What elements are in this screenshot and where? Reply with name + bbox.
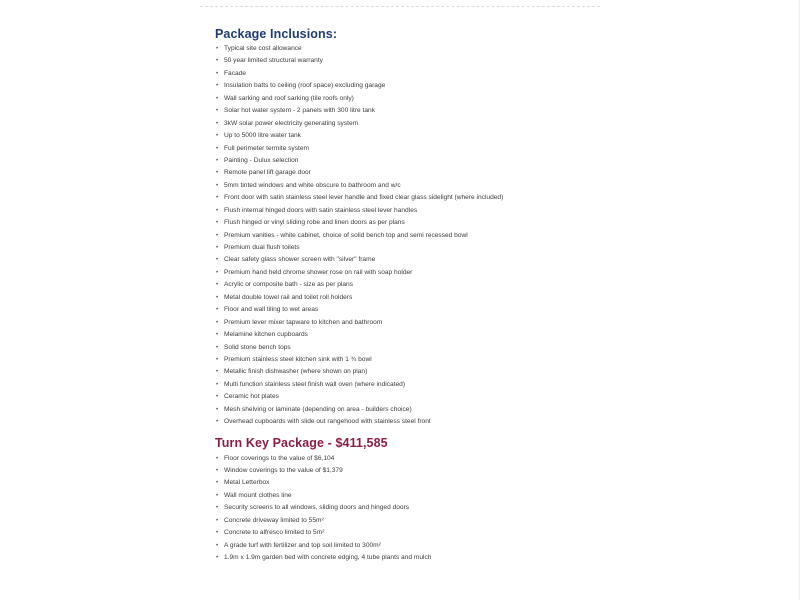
- list-item-text: Solar hot water system - 2 panels with 300 litre tank: [224, 107, 375, 115]
- list-item: [215, 192, 595, 204]
- list-item: [215, 342, 595, 354]
- list-item: [215, 93, 595, 105]
- bullet-icon: •: [216, 170, 219, 177]
- bullet-icon: •: [216, 257, 219, 264]
- bullet-icon: •: [216, 120, 219, 127]
- list-item: [215, 43, 595, 55]
- bullet-icon: •: [216, 406, 219, 413]
- list-item-text: 3kW solar power electricity generating system: [224, 119, 359, 127]
- list-item-text: Security screens to all windows, sliding doors and hinged doors: [224, 504, 410, 512]
- bullet-icon: •: [216, 232, 219, 239]
- list-item-text: Multi function stainless steel finish wall oven (where indicated): [224, 380, 406, 388]
- list-item-text: Wall mount clothes line: [224, 491, 292, 499]
- list-item: [215, 167, 595, 179]
- list-item: [215, 379, 595, 391]
- bullet-icon: •: [216, 468, 219, 474]
- bullet-icon: •: [216, 282, 219, 289]
- bullet-icon: •: [216, 480, 219, 487]
- bullet-icon: •: [216, 145, 219, 152]
- list-item: [215, 254, 595, 266]
- list-item: [215, 80, 595, 92]
- list-item: [215, 143, 595, 155]
- list-item-text: Premium dual flush toilets: [224, 244, 300, 251]
- list-item-text: Floor and wall tiling to wet areas: [224, 306, 319, 314]
- bullet-icon: •: [216, 419, 219, 426]
- brochure-page: [215, 27, 595, 565]
- list-item-text: Acrylic or composite bath - size as per plans: [224, 281, 353, 289]
- list-item: [215, 180, 595, 192]
- bullet-icon: •: [216, 530, 219, 537]
- list-item-text: Metal double towel rail and toilet roll holders: [224, 293, 353, 301]
- list-item-text: Front door with satin stainless steel lever handle and fixed clear glass sidelight (where included): [224, 194, 504, 202]
- list-item: [215, 391, 595, 403]
- list-item: [215, 552, 595, 564]
- list-item-text: Concrete to alfresco limited to 5m²: [224, 529, 325, 537]
- list-item-text: Metallic finish dishwasher (where shown on plan): [224, 368, 368, 376]
- list-item: [215, 465, 595, 477]
- list-item: [215, 292, 595, 304]
- list-item-text: Metal Letterbox: [224, 479, 270, 487]
- list-item-text: Up to 5000 litre water tank: [224, 132, 301, 140]
- list-item: [215, 155, 595, 167]
- bullet-icon: •: [216, 356, 219, 363]
- list-item: [215, 304, 595, 316]
- list-item-text: Premium stainless steel kitchen sink with 1 ¾ bowl: [224, 355, 372, 363]
- package-inclusions-list: [215, 43, 595, 429]
- list-item: [215, 404, 595, 416]
- list-item: [215, 515, 595, 527]
- top-edge-line: [200, 6, 600, 7]
- turn-key-package-heading: Turn Key Package - $411,585: [215, 435, 388, 450]
- bullet-icon: •: [216, 505, 219, 512]
- list-item: [215, 477, 595, 489]
- bullet-icon: •: [216, 542, 219, 549]
- bullet-icon: •: [216, 369, 219, 376]
- list-item-text: Premium lever mixer tapware to kitchen and bathroom: [224, 318, 383, 326]
- list-item-text: Facade: [224, 69, 246, 77]
- list-item-text: Painting - Dulux selection: [224, 156, 299, 164]
- bullet-icon: •: [216, 83, 219, 90]
- turn-key-package-list: [215, 453, 595, 565]
- bullet-icon: •: [216, 394, 219, 401]
- list-item-text: A grade turf with fertilizer and top soil limited to 300m²: [224, 541, 381, 549]
- bullet-icon: •: [216, 555, 219, 562]
- list-item-text: Floor coverings to the value of $6,104: [224, 454, 335, 462]
- list-item: [215, 540, 595, 552]
- list-item-text: Full perimeter termite system: [224, 144, 310, 152]
- bullet-icon: •: [216, 58, 219, 65]
- list-item-text: Premium hand held chrome shower rose on rail with soap holder: [224, 268, 413, 276]
- list-item: [215, 267, 595, 279]
- list-item-text: Overhead cupboards with slide out rangehood with stainless steel front: [224, 418, 431, 426]
- list-item: [215, 68, 595, 80]
- list-item: [215, 416, 595, 428]
- list-item: [215, 490, 595, 502]
- list-item-text: Concrete driveway limited to 55m²: [224, 516, 324, 524]
- list-item-text: Insulation batts to ceiling (roof space) excluding garage: [224, 82, 386, 90]
- bullet-icon: •: [216, 220, 219, 227]
- list-item-text: Flush hinged or vinyl sliding robe and linen doors as per plans: [224, 219, 405, 227]
- bullet-icon: •: [216, 492, 219, 499]
- bullet-icon: •: [216, 269, 219, 276]
- bullet-icon: •: [216, 332, 219, 339]
- list-item-text: Wall sarking and roof sarking (tile roofs only): [224, 94, 354, 102]
- list-item: [215, 279, 595, 291]
- list-item-text: Typical site cost allowance: [224, 45, 302, 52]
- list-item-text: Clear safety glass shower screen with "silver" frame: [224, 256, 376, 264]
- bullet-icon: •: [216, 294, 219, 301]
- bullet-icon: •: [216, 46, 219, 52]
- list-item: [215, 329, 595, 341]
- list-item-text: Premium vanities - white cabinet, choice of solid bench top and semi recessed bowl: [224, 231, 468, 239]
- bullet-icon: •: [216, 307, 219, 314]
- list-item-text: Solid stone bench tops: [224, 343, 291, 351]
- bullet-icon: •: [216, 157, 219, 164]
- list-item: [215, 527, 595, 539]
- list-item: [215, 55, 595, 67]
- list-item: [215, 453, 595, 465]
- list-item-text: Flush internal hinged doors with satin stainless steel lever handles: [224, 206, 418, 214]
- bullet-icon: •: [216, 517, 219, 524]
- list-item: [215, 317, 595, 329]
- bullet-icon: •: [216, 182, 219, 189]
- list-item-text: 1.9m x 1.9m garden bed with concrete edging, 4 tube plants and mulch: [224, 554, 432, 562]
- bullet-icon: •: [216, 70, 219, 77]
- list-item: [215, 366, 595, 378]
- bullet-icon: •: [216, 95, 219, 102]
- list-item: [215, 502, 595, 514]
- bullet-icon: •: [216, 344, 219, 351]
- list-item-text: Melamine kitchen cupboards: [224, 331, 308, 339]
- list-item-text: Ceramic hot plates: [224, 393, 279, 401]
- bullet-icon: •: [216, 319, 219, 326]
- list-item: [215, 205, 595, 217]
- list-item: [215, 130, 595, 142]
- list-item-text: Window coverings to the value of $1,379: [224, 467, 343, 474]
- list-item: [215, 217, 595, 229]
- list-item-text: Remote panel lift garage door: [224, 169, 311, 177]
- list-item: [215, 354, 595, 366]
- bullet-icon: •: [216, 108, 219, 115]
- list-item: [215, 105, 595, 117]
- list-item: [215, 118, 595, 130]
- list-item: [215, 242, 595, 254]
- list-item-text: Mesh shelving or laminate (depending on area - builders choice): [224, 405, 412, 413]
- bullet-icon: •: [216, 381, 219, 388]
- list-item: [215, 230, 595, 242]
- bullet-icon: •: [216, 207, 219, 214]
- list-item-text: 50 year limited structural warranty: [224, 57, 323, 65]
- list-item-text: 5mm tinted windows and white obscure to bathroom and w/c: [224, 181, 401, 189]
- bullet-icon: •: [216, 133, 219, 140]
- bullet-icon: •: [216, 195, 219, 202]
- bullet-icon: •: [216, 245, 219, 251]
- package-inclusions-heading: Package Inclusions:: [215, 27, 338, 41]
- bullet-icon: •: [216, 455, 219, 462]
